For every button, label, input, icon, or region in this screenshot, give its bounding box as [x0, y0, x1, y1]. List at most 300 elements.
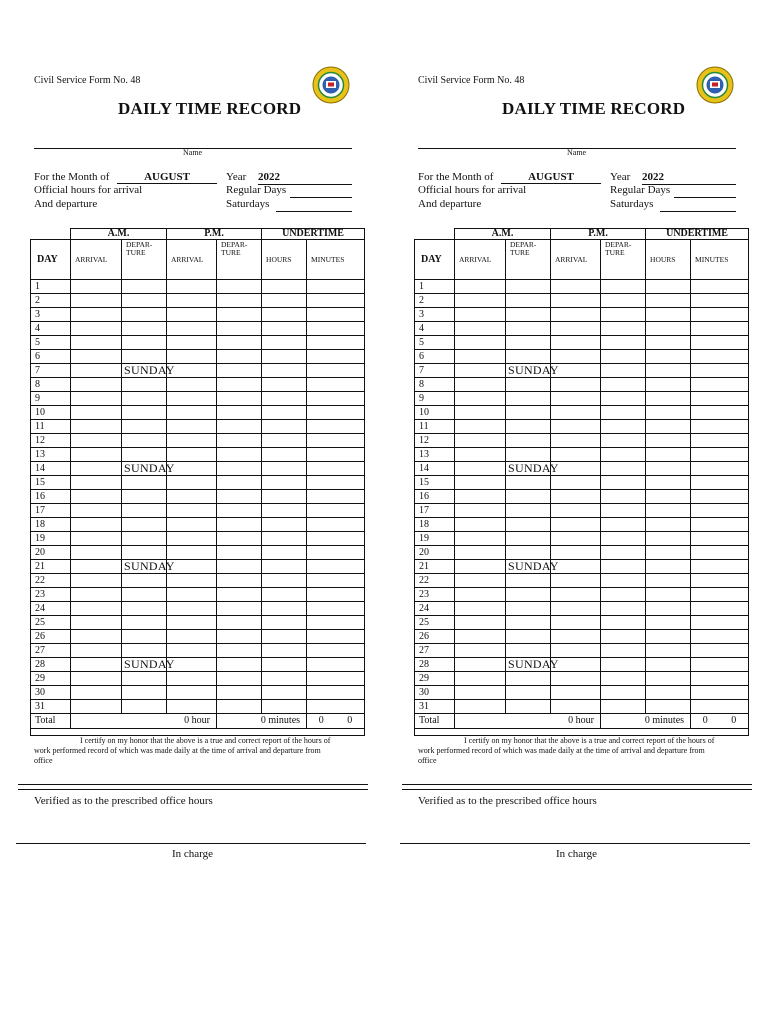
time-cell[interactable]: [307, 294, 365, 308]
time-cell[interactable]: [601, 392, 646, 406]
time-cell[interactable]: [506, 406, 551, 420]
time-cell[interactable]: [217, 392, 262, 406]
time-cell[interactable]: [551, 518, 601, 532]
time-cell[interactable]: [506, 657, 559, 672]
time-cell[interactable]: [506, 532, 551, 546]
time-cell[interactable]: [217, 322, 262, 336]
time-cell[interactable]: [307, 546, 365, 560]
time-cell[interactable]: [455, 280, 506, 294]
time-cell[interactable]: [167, 532, 217, 546]
time-cell[interactable]: [71, 406, 122, 420]
time-cell[interactable]: [506, 559, 559, 574]
time-cell[interactable]: [167, 406, 217, 420]
time-cell[interactable]: [455, 434, 506, 448]
time-cell[interactable]: [71, 602, 122, 616]
time-cell[interactable]: [691, 672, 749, 686]
time-cell[interactable]: [551, 294, 601, 308]
time-cell[interactable]: [601, 364, 646, 378]
time-cell[interactable]: [601, 644, 646, 658]
time-cell[interactable]: [646, 294, 691, 308]
time-cell[interactable]: [262, 364, 307, 378]
time-cell[interactable]: [506, 363, 559, 378]
time-cell[interactable]: [307, 280, 365, 294]
time-cell[interactable]: [455, 532, 506, 546]
time-cell[interactable]: [262, 686, 307, 700]
time-cell[interactable]: [71, 672, 122, 686]
time-cell[interactable]: [217, 490, 262, 504]
time-cell[interactable]: [262, 392, 307, 406]
time-cell[interactable]: [217, 546, 262, 560]
time-cell[interactable]: [217, 364, 262, 378]
time-cell[interactable]: [122, 644, 167, 658]
time-cell[interactable]: [262, 644, 307, 658]
time-cell[interactable]: [506, 686, 551, 700]
time-cell[interactable]: [691, 434, 749, 448]
time-cell[interactable]: [455, 448, 506, 462]
time-cell[interactable]: [167, 448, 217, 462]
time-cell[interactable]: [307, 420, 365, 434]
time-cell[interactable]: [601, 504, 646, 518]
time-cell[interactable]: [217, 406, 262, 420]
time-cell[interactable]: [506, 644, 551, 658]
time-cell[interactable]: [307, 378, 365, 392]
time-cell[interactable]: [601, 406, 646, 420]
time-cell[interactable]: [167, 504, 217, 518]
time-cell[interactable]: [646, 350, 691, 364]
time-cell[interactable]: [551, 490, 601, 504]
time-cell[interactable]: [691, 602, 749, 616]
time-cell[interactable]: [601, 490, 646, 504]
time-cell[interactable]: [646, 616, 691, 630]
time-cell[interactable]: [217, 700, 262, 714]
time-cell[interactable]: [601, 308, 646, 322]
time-cell[interactable]: [307, 518, 365, 532]
time-cell[interactable]: [307, 616, 365, 630]
time-cell[interactable]: [646, 322, 691, 336]
time-cell[interactable]: [71, 616, 122, 630]
time-cell[interactable]: [217, 658, 262, 672]
time-cell[interactable]: [262, 518, 307, 532]
time-cell[interactable]: [262, 546, 307, 560]
time-cell[interactable]: [646, 490, 691, 504]
time-cell[interactable]: [551, 336, 601, 350]
time-cell[interactable]: [691, 630, 749, 644]
time-cell[interactable]: [551, 420, 601, 434]
time-cell[interactable]: [506, 616, 551, 630]
time-cell[interactable]: [217, 308, 262, 322]
time-cell[interactable]: [646, 364, 691, 378]
time-cell[interactable]: [455, 490, 506, 504]
time-cell[interactable]: [646, 280, 691, 294]
time-cell[interactable]: [122, 490, 167, 504]
time-cell[interactable]: [307, 504, 365, 518]
time-cell[interactable]: [122, 518, 167, 532]
time-cell[interactable]: [167, 350, 217, 364]
time-cell[interactable]: [551, 322, 601, 336]
time-cell[interactable]: [262, 602, 307, 616]
time-cell[interactable]: [506, 504, 551, 518]
time-cell[interactable]: [455, 644, 506, 658]
time-cell[interactable]: [691, 280, 749, 294]
time-cell[interactable]: [601, 546, 646, 560]
time-cell[interactable]: [691, 420, 749, 434]
time-cell[interactable]: [307, 644, 365, 658]
time-cell[interactable]: [167, 294, 217, 308]
time-cell[interactable]: [122, 532, 167, 546]
time-cell[interactable]: [646, 308, 691, 322]
time-cell[interactable]: [307, 476, 365, 490]
time-cell[interactable]: [167, 574, 217, 588]
time-cell[interactable]: [262, 294, 307, 308]
time-cell[interactable]: [646, 448, 691, 462]
time-cell[interactable]: [262, 700, 307, 714]
time-cell[interactable]: [646, 476, 691, 490]
time-cell[interactable]: [167, 322, 217, 336]
time-cell[interactable]: [601, 280, 646, 294]
time-cell[interactable]: [601, 448, 646, 462]
time-cell[interactable]: [122, 672, 167, 686]
time-cell[interactable]: [601, 336, 646, 350]
time-cell[interactable]: [506, 322, 551, 336]
time-cell[interactable]: [262, 322, 307, 336]
time-cell[interactable]: [307, 308, 365, 322]
time-cell[interactable]: [691, 588, 749, 602]
time-cell[interactable]: [646, 434, 691, 448]
time-cell[interactable]: [646, 630, 691, 644]
time-cell[interactable]: [455, 476, 506, 490]
time-cell[interactable]: [551, 616, 601, 630]
time-cell[interactable]: [691, 700, 749, 714]
time-cell[interactable]: [455, 294, 506, 308]
time-cell[interactable]: [455, 378, 506, 392]
time-cell[interactable]: [601, 630, 646, 644]
time-cell[interactable]: [167, 700, 217, 714]
time-cell[interactable]: [71, 434, 122, 448]
time-cell[interactable]: [691, 392, 749, 406]
time-cell[interactable]: [455, 364, 506, 378]
time-cell[interactable]: [691, 406, 749, 420]
time-cell[interactable]: [262, 280, 307, 294]
time-cell[interactable]: [601, 476, 646, 490]
time-cell[interactable]: [506, 574, 551, 588]
time-cell[interactable]: [167, 686, 217, 700]
time-cell[interactable]: [217, 294, 262, 308]
time-cell[interactable]: [455, 322, 506, 336]
time-cell[interactable]: [646, 546, 691, 560]
time-cell[interactable]: [71, 560, 122, 574]
time-cell[interactable]: [455, 616, 506, 630]
time-cell[interactable]: [122, 448, 167, 462]
time-cell[interactable]: [262, 420, 307, 434]
time-cell[interactable]: [551, 630, 601, 644]
time-cell[interactable]: [601, 322, 646, 336]
time-cell[interactable]: [122, 434, 167, 448]
time-cell[interactable]: [646, 532, 691, 546]
time-cell[interactable]: [307, 658, 365, 672]
time-cell[interactable]: [646, 588, 691, 602]
time-cell[interactable]: [601, 518, 646, 532]
time-cell[interactable]: [551, 672, 601, 686]
time-cell[interactable]: [646, 658, 691, 672]
time-cell[interactable]: [506, 280, 551, 294]
time-cell[interactable]: [691, 546, 749, 560]
time-cell[interactable]: [122, 574, 167, 588]
time-cell[interactable]: [71, 476, 122, 490]
time-cell[interactable]: [217, 476, 262, 490]
time-cell[interactable]: [455, 518, 506, 532]
time-cell[interactable]: [506, 448, 551, 462]
time-cell[interactable]: [122, 378, 167, 392]
time-cell[interactable]: [167, 392, 217, 406]
time-cell[interactable]: [601, 672, 646, 686]
time-cell[interactable]: [71, 294, 122, 308]
time-cell[interactable]: [646, 672, 691, 686]
time-cell[interactable]: [691, 504, 749, 518]
time-cell[interactable]: [167, 420, 217, 434]
time-cell[interactable]: [217, 574, 262, 588]
time-cell[interactable]: [551, 350, 601, 364]
time-cell[interactable]: [167, 476, 217, 490]
time-cell[interactable]: [601, 686, 646, 700]
time-cell[interactable]: [691, 518, 749, 532]
time-cell[interactable]: [167, 336, 217, 350]
time-cell[interactable]: [71, 686, 122, 700]
time-cell[interactable]: [646, 560, 691, 574]
time-cell[interactable]: [167, 378, 217, 392]
time-cell[interactable]: [551, 504, 601, 518]
time-cell[interactable]: [691, 616, 749, 630]
time-cell[interactable]: [601, 434, 646, 448]
time-cell[interactable]: [455, 406, 506, 420]
time-cell[interactable]: [71, 700, 122, 714]
time-cell[interactable]: [217, 602, 262, 616]
time-cell[interactable]: [506, 602, 551, 616]
time-cell[interactable]: [122, 630, 167, 644]
time-cell[interactable]: [217, 630, 262, 644]
time-cell[interactable]: [506, 420, 551, 434]
time-cell[interactable]: [551, 644, 601, 658]
time-cell[interactable]: [307, 574, 365, 588]
time-cell[interactable]: [691, 490, 749, 504]
time-cell[interactable]: [506, 294, 551, 308]
time-cell[interactable]: [262, 336, 307, 350]
time-cell[interactable]: [455, 462, 506, 476]
time-cell[interactable]: [691, 560, 749, 574]
time-cell[interactable]: [262, 462, 307, 476]
time-cell[interactable]: [646, 602, 691, 616]
time-cell[interactable]: [506, 378, 551, 392]
time-cell[interactable]: [122, 602, 167, 616]
time-cell[interactable]: [691, 294, 749, 308]
time-cell[interactable]: [506, 546, 551, 560]
time-cell[interactable]: [551, 588, 601, 602]
time-cell[interactable]: [307, 322, 365, 336]
time-cell[interactable]: [691, 644, 749, 658]
time-cell[interactable]: [551, 532, 601, 546]
time-cell[interactable]: [217, 686, 262, 700]
time-cell[interactable]: [167, 434, 217, 448]
time-cell[interactable]: [691, 574, 749, 588]
time-cell[interactable]: [506, 434, 551, 448]
time-cell[interactable]: [262, 532, 307, 546]
time-cell[interactable]: [217, 532, 262, 546]
time-cell[interactable]: [262, 308, 307, 322]
time-cell[interactable]: [551, 448, 601, 462]
time-cell[interactable]: [167, 490, 217, 504]
time-cell[interactable]: [307, 448, 365, 462]
time-cell[interactable]: [506, 308, 551, 322]
time-cell[interactable]: [691, 658, 749, 672]
time-cell[interactable]: [307, 700, 365, 714]
time-cell[interactable]: [122, 686, 167, 700]
time-cell[interactable]: [455, 686, 506, 700]
time-cell[interactable]: [122, 461, 175, 476]
time-cell[interactable]: [71, 574, 122, 588]
time-cell[interactable]: [262, 434, 307, 448]
time-cell[interactable]: [455, 602, 506, 616]
time-cell[interactable]: [122, 336, 167, 350]
time-cell[interactable]: [601, 420, 646, 434]
time-cell[interactable]: [455, 504, 506, 518]
time-cell[interactable]: [262, 476, 307, 490]
time-cell[interactable]: [217, 644, 262, 658]
time-cell[interactable]: [71, 392, 122, 406]
time-cell[interactable]: [262, 350, 307, 364]
time-cell[interactable]: [71, 490, 122, 504]
time-cell[interactable]: [71, 280, 122, 294]
time-cell[interactable]: [551, 406, 601, 420]
time-cell[interactable]: [551, 602, 601, 616]
time-cell[interactable]: [262, 588, 307, 602]
time-cell[interactable]: [217, 350, 262, 364]
time-cell[interactable]: [646, 392, 691, 406]
time-cell[interactable]: [455, 700, 506, 714]
time-cell[interactable]: [71, 504, 122, 518]
time-cell[interactable]: [122, 363, 175, 378]
time-cell[interactable]: [71, 546, 122, 560]
time-cell[interactable]: [551, 308, 601, 322]
time-cell[interactable]: [262, 504, 307, 518]
time-cell[interactable]: [506, 336, 551, 350]
time-cell[interactable]: [646, 686, 691, 700]
time-cell[interactable]: [691, 336, 749, 350]
time-cell[interactable]: [307, 686, 365, 700]
time-cell[interactable]: [601, 350, 646, 364]
time-cell[interactable]: [71, 350, 122, 364]
time-cell[interactable]: [217, 616, 262, 630]
time-cell[interactable]: [167, 616, 217, 630]
time-cell[interactable]: [262, 406, 307, 420]
time-cell[interactable]: [551, 378, 601, 392]
time-cell[interactable]: [455, 560, 506, 574]
time-cell[interactable]: [601, 588, 646, 602]
time-cell[interactable]: [646, 574, 691, 588]
time-cell[interactable]: [506, 476, 551, 490]
time-cell[interactable]: [167, 630, 217, 644]
time-cell[interactable]: [691, 532, 749, 546]
time-cell[interactable]: [307, 392, 365, 406]
time-cell[interactable]: [646, 700, 691, 714]
time-cell[interactable]: [217, 560, 262, 574]
time-cell[interactable]: [217, 588, 262, 602]
time-cell[interactable]: [307, 462, 365, 476]
time-cell[interactable]: [262, 560, 307, 574]
time-cell[interactable]: [71, 588, 122, 602]
time-cell[interactable]: [71, 420, 122, 434]
time-cell[interactable]: [122, 280, 167, 294]
time-cell[interactable]: [122, 546, 167, 560]
time-cell[interactable]: [262, 448, 307, 462]
time-cell[interactable]: [307, 406, 365, 420]
time-cell[interactable]: [601, 378, 646, 392]
time-cell[interactable]: [551, 546, 601, 560]
time-cell[interactable]: [122, 476, 167, 490]
time-cell[interactable]: [307, 336, 365, 350]
time-cell[interactable]: [455, 546, 506, 560]
time-cell[interactable]: [646, 420, 691, 434]
time-cell[interactable]: [646, 378, 691, 392]
time-cell[interactable]: [601, 658, 646, 672]
time-cell[interactable]: [167, 602, 217, 616]
time-cell[interactable]: [262, 672, 307, 686]
time-cell[interactable]: [646, 644, 691, 658]
time-cell[interactable]: [601, 560, 646, 574]
time-cell[interactable]: [307, 350, 365, 364]
time-cell[interactable]: [71, 322, 122, 336]
time-cell[interactable]: [167, 280, 217, 294]
time-cell[interactable]: [646, 504, 691, 518]
time-cell[interactable]: [691, 364, 749, 378]
time-cell[interactable]: [122, 588, 167, 602]
time-cell[interactable]: [646, 406, 691, 420]
time-cell[interactable]: [262, 574, 307, 588]
time-cell[interactable]: [691, 350, 749, 364]
time-cell[interactable]: [506, 518, 551, 532]
time-cell[interactable]: [646, 462, 691, 476]
time-cell[interactable]: [217, 420, 262, 434]
time-cell[interactable]: [506, 700, 551, 714]
time-cell[interactable]: [71, 644, 122, 658]
time-cell[interactable]: [167, 672, 217, 686]
time-cell[interactable]: [551, 476, 601, 490]
time-cell[interactable]: [455, 336, 506, 350]
time-cell[interactable]: [217, 462, 262, 476]
time-cell[interactable]: [262, 378, 307, 392]
time-cell[interactable]: [262, 658, 307, 672]
time-cell[interactable]: [122, 700, 167, 714]
time-cell[interactable]: [217, 518, 262, 532]
time-cell[interactable]: [71, 308, 122, 322]
time-cell[interactable]: [551, 574, 601, 588]
time-cell[interactable]: [551, 392, 601, 406]
time-cell[interactable]: [307, 490, 365, 504]
time-cell[interactable]: [307, 672, 365, 686]
time-cell[interactable]: [71, 364, 122, 378]
time-cell[interactable]: [217, 280, 262, 294]
time-cell[interactable]: [455, 630, 506, 644]
time-cell[interactable]: [167, 588, 217, 602]
time-cell[interactable]: [217, 434, 262, 448]
time-cell[interactable]: [691, 378, 749, 392]
time-cell[interactable]: [71, 518, 122, 532]
time-cell[interactable]: [217, 378, 262, 392]
time-cell[interactable]: [455, 574, 506, 588]
time-cell[interactable]: [71, 630, 122, 644]
time-cell[interactable]: [167, 546, 217, 560]
time-cell[interactable]: [551, 700, 601, 714]
time-cell[interactable]: [122, 559, 175, 574]
time-cell[interactable]: [506, 350, 551, 364]
